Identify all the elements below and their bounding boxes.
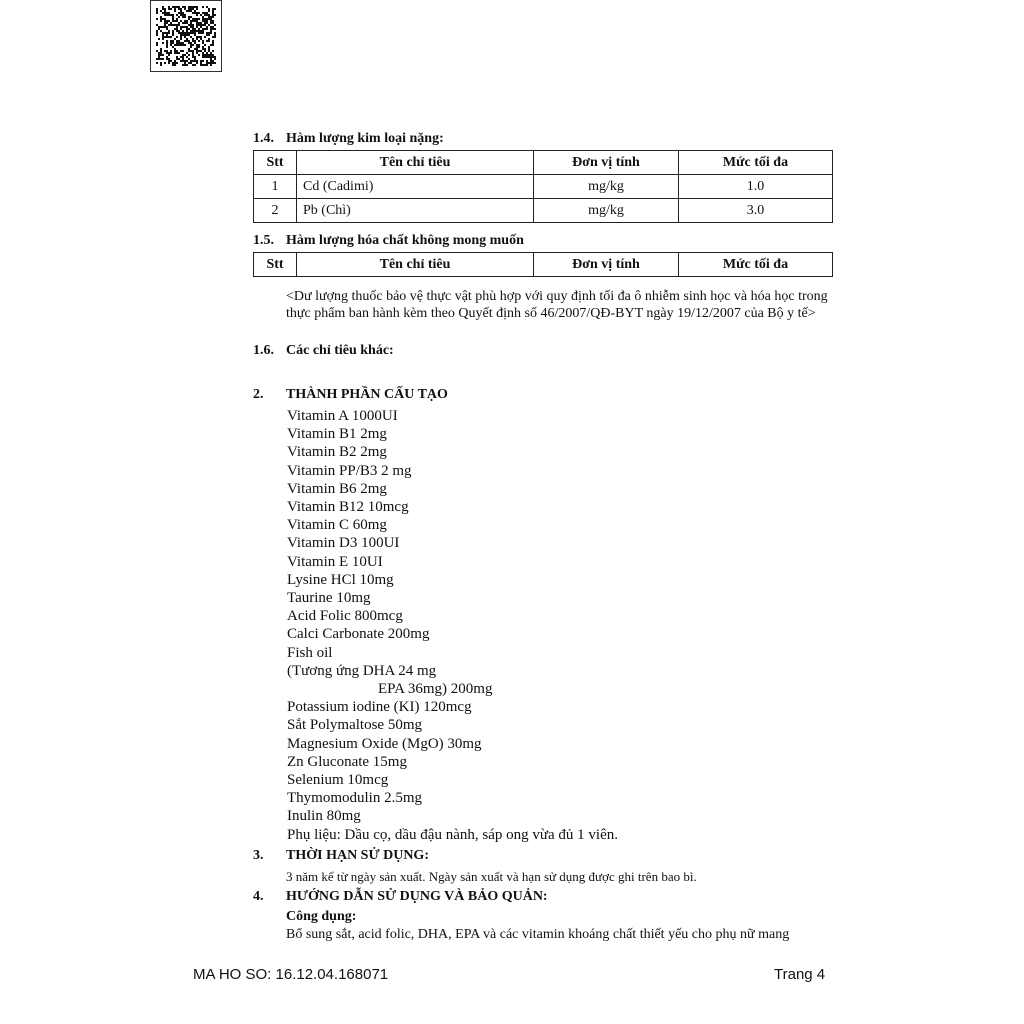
section-number: 3. — [253, 848, 264, 863]
list-item: Vitamin B1 2mg — [287, 426, 387, 443]
section-title: THÀNH PHẦN CẤU TẠO — [286, 387, 448, 402]
table-row — [254, 199, 833, 223]
section-heading-4 — [253, 889, 548, 905]
section-number: 4. — [253, 889, 264, 904]
header-max: Mức tối đa — [679, 151, 833, 175]
list-item: EPA 36mg) 200mg — [378, 681, 493, 698]
list-item: Zn Gluconate 15mg — [287, 753, 407, 770]
table-header-row — [254, 253, 833, 277]
chemicals-table — [253, 252, 833, 277]
table-header-row — [254, 151, 833, 175]
list-item: Selenium 10mcg — [287, 772, 389, 789]
list-item: Acid Folic 800mcg — [287, 608, 403, 625]
page-number: Trang 4 — [774, 966, 826, 983]
list-item: Vitamin A 1000UI — [287, 408, 398, 424]
list-item: Vitamin B6 2mg — [287, 480, 387, 497]
dossier-code: MA HO SO: 16.12.04.168071 — [193, 966, 389, 983]
ingredient-list — [287, 407, 618, 844]
header-criterion: Tên chỉ tiêu — [297, 151, 534, 175]
heavy-metals-table — [253, 150, 833, 223]
list-item: Vitamin E 10UI — [287, 553, 383, 570]
list-item: Vitamin PP/B3 2 mg — [287, 462, 412, 479]
section-heading-1-4 — [253, 131, 444, 147]
shelf-life-text: 3 năm kể từ ngày sản xuất. Ngày sản xuất và hạn sử dụng được ghi trên bao bì. — [286, 869, 697, 884]
section-heading-1-6 — [253, 343, 394, 359]
cell-unit: mg/kg — [534, 199, 679, 223]
section-title: THỜI HẠN SỬ DỤNG: — [286, 848, 429, 863]
list-item: (Tương ứng DHA 24 mg — [287, 662, 437, 679]
table-row — [254, 175, 833, 199]
header-criterion: Tên chỉ tiêu — [297, 253, 534, 277]
list-item: Potassium iodine (KI) 120mcg — [287, 699, 472, 716]
list-item: Taurine 10mg — [287, 590, 371, 607]
section-heading-3 — [253, 848, 429, 864]
usage-text: Bổ sung sắt, acid folic, DHA, EPA và các vitamin khoáng chất thiết yếu cho phụ nữ mang — [286, 927, 790, 942]
qr-code — [150, 0, 222, 72]
section-number: 1.5. — [253, 233, 274, 248]
header-unit: Đơn vị tính — [534, 151, 679, 175]
section-heading-1-5 — [253, 233, 524, 249]
section-title: HƯỚNG DẪN SỬ DỤNG VÀ BẢO QUẢN: — [286, 889, 548, 904]
cell-unit: mg/kg — [534, 175, 679, 199]
cell-stt: 1 — [254, 175, 297, 199]
usage-label: Công dụng: — [286, 909, 357, 924]
section-title: Hàm lượng hóa chất không mong muốn — [286, 233, 524, 248]
cell-stt: 2 — [254, 199, 297, 223]
section-title: Hàm lượng kim loại nặng: — [286, 131, 444, 146]
header-max: Mức tối đa — [679, 253, 833, 277]
list-item: Lysine HCl 10mg — [287, 571, 394, 588]
section-number: 1.6. — [253, 343, 274, 358]
section-heading-2 — [253, 387, 448, 403]
list-item: Magnesium Oxide (MgO) 30mg — [287, 735, 482, 752]
section-number: 1.4. — [253, 131, 274, 146]
qr-code-pattern — [156, 6, 216, 66]
header-stt: Stt — [254, 253, 297, 277]
list-item: Vitamin C 60mg — [287, 517, 387, 534]
list-item: Calci Carbonate 200mg — [287, 626, 430, 643]
cell-criterion: Cd (Cadimi) — [297, 175, 534, 199]
section-title: Các chỉ tiêu khác: — [286, 343, 394, 358]
cell-max: 1.0 — [679, 175, 833, 199]
list-item: Inulin 80mg — [287, 808, 361, 825]
list-item: Phụ liệu: Dầu cọ, dầu đậu nành, sáp ong vừa đủ 1 viên. — [287, 826, 618, 843]
list-item: Vitamin B12 10mcg — [287, 499, 409, 516]
list-item: Thymomodulin 2.5mg — [287, 790, 422, 807]
header-unit: Đơn vị tính — [534, 253, 679, 277]
list-item: Sắt Polymaltose 50mg — [287, 717, 422, 734]
list-item: Vitamin D3 100UI — [287, 535, 400, 552]
cell-max: 3.0 — [679, 199, 833, 223]
list-item: Fish oil — [287, 644, 333, 661]
header-stt: Stt — [254, 151, 297, 175]
pesticide-note: <Dư lượng thuốc bảo vệ thực vật phù hợp với quy định tối đa ô nhiễm sinh học và hóa học trong thực phẩm ban hành kèm theo Quyết định số 46/2007/QĐ-BYT ngày 19/12/2007 của Bộ y tế> — [286, 289, 828, 321]
section-number: 2. — [253, 387, 264, 402]
cell-criterion: Pb (Chì) — [297, 199, 534, 223]
list-item: Vitamin B2 2mg — [287, 444, 387, 461]
